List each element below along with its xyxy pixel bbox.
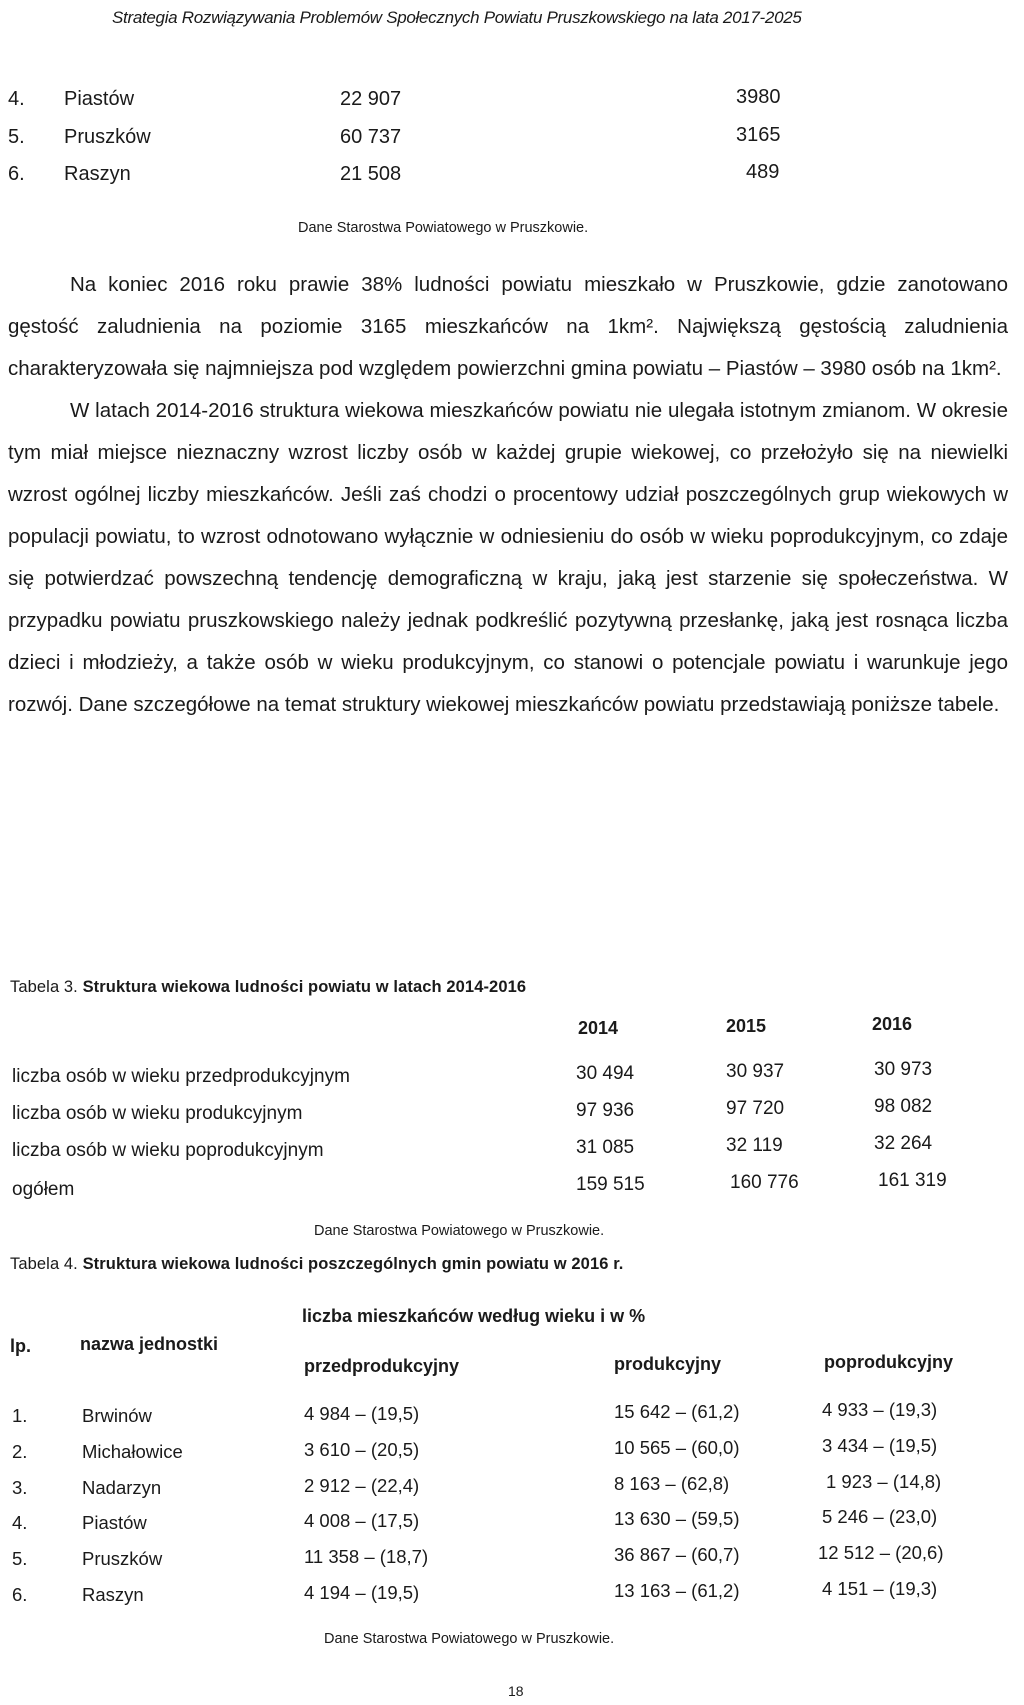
table-caption — [10, 978, 526, 997]
paragraph: W latach 2014-2016 struktura wiekowa mieszkańców powiatu nie ulegała istotnym zmianom. W okresie tym miał miejsce nieznaczny wzrost liczby osób w każdej grupie wiekowej, co przełożyło się na niewielki wzrost ogólnej liczby mieszkańców. Jeśli zaś chodzi o procentowy udział poszczególnych grup wiekowych w populacji powiatu, to wzrost odnotowano wyłącznie w odniesieniu do osób w wieku poprodukcyjnym, co zdaje się potwierdzać powszechną tendencję demograficzną w kraju, jaką jest starzenie się społeczeństwa. W przypadku powiatu pruszkowskiego należy jednak podkreślić pozytywną przesłankę, jaką jest rosnąca liczba dzieci i młodzieży, a także osób w wieku produkcyjnym, co stanowi o potencjale powiatu i warunkuje jego rozwój. Dane szczegółowe na temat struktury wiekowej mieszkańców powiatu przedstawiają poniższe tabele. — [8, 399, 1008, 716]
row-density: 3165 — [736, 124, 781, 146]
column-header: 2015 — [726, 1016, 767, 1036]
cell: 159 515 — [576, 1174, 645, 1195]
cell: 31 085 — [576, 1137, 635, 1158]
table-source: Dane Starostwa Powiatowego w Pruszkowie. — [324, 1631, 615, 1647]
row-name: Raszyn — [64, 163, 131, 185]
column-header: produkcyjny — [614, 1354, 722, 1374]
column-header: 2014 — [578, 1018, 619, 1038]
column-header: lp. — [10, 1336, 31, 1356]
column-header: 2016 — [872, 1014, 913, 1034]
cell: 4 933 – (19,3) — [822, 1399, 938, 1420]
row-lp: 6. — [12, 1584, 28, 1605]
cell: 32 119 — [726, 1135, 783, 1156]
row-label: liczba osób w wieku produkcyjnym — [12, 1103, 303, 1124]
cell: 32 264 — [874, 1133, 933, 1154]
page-header: Strategia Rozwiązywania Problemów Społecznych Powiatu Pruszkowskiego na lata 2017-2025 — [112, 8, 802, 27]
row-lp: 5. — [8, 126, 25, 148]
cell: 98 082 — [874, 1096, 933, 1117]
cell: 97 720 — [726, 1098, 785, 1119]
row-name: Pruszków — [64, 126, 151, 148]
body-text — [8, 264, 1008, 726]
cell: 30 973 — [874, 1059, 933, 1080]
row-name: Pruszków — [82, 1548, 163, 1569]
row-lp: 6. — [8, 163, 25, 185]
row-name: Piastów — [64, 88, 135, 110]
row-population: 22 907 — [340, 88, 402, 110]
row-population: 60 737 — [340, 126, 402, 148]
row-name: Piastów — [82, 1512, 147, 1533]
table-label: Tabela 3. — [10, 978, 78, 996]
cell: 10 565 – (60,0) — [614, 1437, 740, 1458]
cell: 30 937 — [726, 1061, 785, 1082]
cell: 3 610 – (20,5) — [304, 1439, 420, 1460]
row-label: ogółem — [12, 1179, 75, 1200]
row-density: 489 — [746, 161, 780, 183]
row-population: 21 508 — [340, 163, 402, 185]
cell: 161 319 — [878, 1170, 947, 1191]
table-title: Struktura wiekowa ludności powiatu w latach 2014-2016 — [82, 978, 527, 996]
cell: 11 358 – (18,7) — [304, 1546, 429, 1567]
cell: 8 163 – (62,8) — [614, 1473, 730, 1494]
table-source: Dane Starostwa Powiatowego w Pruszkowie. — [314, 1223, 605, 1239]
cell: 30 494 — [576, 1063, 635, 1084]
table-title: Struktura wiekowa ludności poszczególnych gmin powiatu w 2016 r. — [82, 1255, 624, 1273]
cell: 4 194 – (19,5) — [304, 1582, 420, 1603]
row-lp: 3. — [12, 1477, 28, 1498]
cell: 160 776 — [730, 1172, 799, 1193]
cell: 5 246 – (23,0) — [822, 1506, 938, 1527]
row-lp: 5. — [12, 1548, 28, 1569]
row-lp: 2. — [12, 1441, 28, 1462]
cell: 1 923 – (14,8) — [826, 1471, 942, 1492]
cell: 36 867 – (60,7) — [614, 1544, 740, 1565]
table-label: Tabela 4. — [10, 1255, 78, 1273]
cell: 13 163 – (61,2) — [614, 1580, 740, 1601]
paragraph: Na koniec 2016 roku prawie 38% ludności powiatu mieszkało w Pruszkowie, gdzie zanotowano gęstość zaludnienia na poziomie 3165 mieszkańców na 1km². Największą gęstością zaludnienia charakteryzowała się najmniejsza pod względem powierzchni gmina powiatu – Piastów – 3980 osób na 1km². — [8, 273, 1008, 380]
cell: 2 912 – (22,4) — [304, 1475, 420, 1496]
row-name: Michałowice — [82, 1441, 183, 1462]
row-name: Raszyn — [82, 1584, 144, 1605]
row-name: Brwinów — [82, 1405, 152, 1426]
column-header: poprodukcyjny — [824, 1352, 954, 1372]
cell: 12 512 – (20,6) — [818, 1542, 944, 1563]
page-number: 18 — [508, 1683, 524, 1699]
table-source: Dane Starostwa Powiatowego w Pruszkowie. — [298, 220, 589, 236]
row-lp: 4. — [8, 88, 25, 110]
cell: 15 642 – (61,2) — [614, 1401, 740, 1422]
column-header: przedprodukcyjny — [304, 1356, 460, 1376]
cell: 4 008 – (17,5) — [304, 1510, 420, 1531]
cell: 4 151 – (19,3) — [822, 1578, 938, 1599]
cell: 13 630 – (59,5) — [614, 1508, 740, 1529]
row-name: Nadarzyn — [82, 1477, 162, 1498]
row-label: liczba osób w wieku przedprodukcyjnym — [12, 1066, 350, 1087]
row-lp: 1. — [12, 1405, 28, 1426]
column-header: nazwa jednostki — [80, 1334, 219, 1354]
row-label: liczba osób w wieku poprodukcyjnym — [12, 1140, 324, 1161]
cell: 3 434 – (19,5) — [822, 1435, 938, 1456]
group-header: liczba mieszkańców według wieku i w % — [302, 1306, 646, 1326]
row-lp: 4. — [12, 1512, 28, 1533]
row-density: 3980 — [736, 86, 781, 108]
cell: 97 936 — [576, 1100, 635, 1121]
table-caption — [10, 1255, 624, 1274]
cell: 4 984 – (19,5) — [304, 1403, 420, 1424]
